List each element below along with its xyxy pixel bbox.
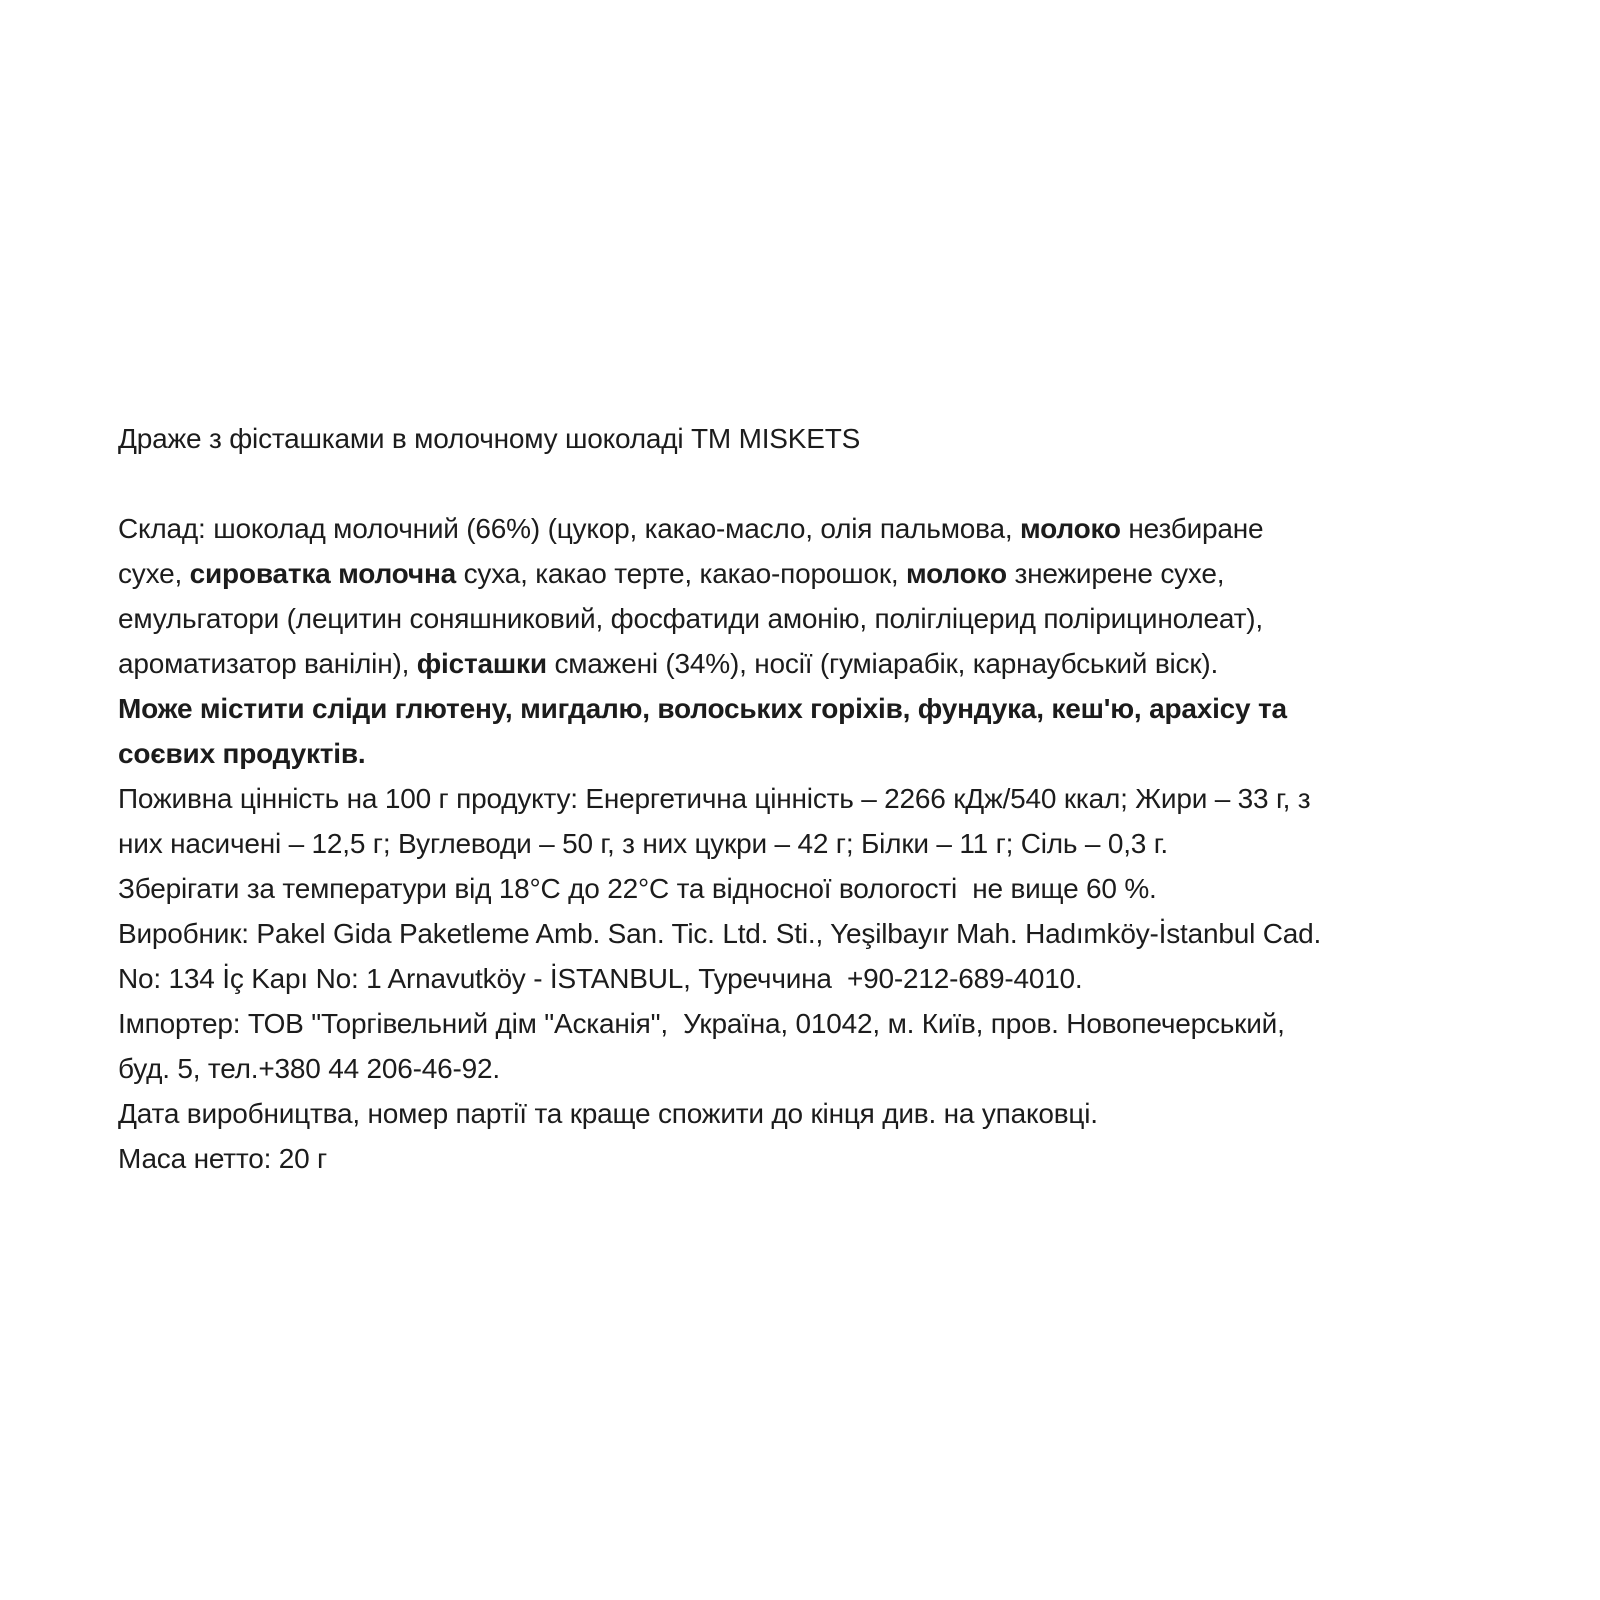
text-segment: ароматизатор ванілін),	[118, 648, 417, 679]
allergen-warning-line-1	[118, 686, 1498, 731]
ingredients-line-1	[118, 506, 1498, 551]
spacer	[118, 461, 1498, 506]
ingredients-line-2	[118, 551, 1498, 596]
ingredients-line-4	[118, 641, 1498, 686]
nutrition-line-1	[118, 776, 1498, 821]
manufacturer-line-2	[118, 956, 1498, 1001]
text-segment: них насичені – 12,5 г; Вуглеводи – 50 г, з них цукри – 42 г; Білки – 11 г; Сіль – 0,3 г.	[118, 828, 1168, 859]
text-segment: Поживна цінність на 100 г продукту: Енергетична цінність – 2266 кДж/540 ккал; Жири – 33 г, з	[118, 783, 1311, 814]
text-segment: молоко	[906, 558, 1007, 589]
text-block	[118, 416, 1498, 1181]
text-segment: Склад: шоколад молочний (66%) (цукор, какао-масло, олія пальмова,	[118, 513, 1021, 544]
text-segment: буд. 5, тел.+380 44 206-46-92.	[118, 1053, 500, 1084]
importer-line-2	[118, 1046, 1498, 1091]
allergen-warning-line-2	[118, 731, 1498, 776]
text-segment: Виробник: Pakel Gida Paketleme Amb. San. Tic. Ltd. Sti., Yeşilbayır Mah. Hadımköy-İstanbul Cad.	[118, 918, 1322, 949]
text-segment: знежирене сухе,	[1006, 558, 1225, 589]
text-segment: соєвих продуктів.	[118, 738, 366, 769]
ingredients-line-3	[118, 596, 1498, 641]
text-segment: Зберігати за температури від 18°C до 22°C та відносної вологості не вище 60 %.	[118, 873, 1157, 904]
text-segment: суха, какао терте, какао-порошок,	[456, 558, 907, 589]
manufacturer-line-1	[118, 911, 1498, 956]
production-date-note	[118, 1091, 1498, 1136]
nutrition-line-2	[118, 821, 1498, 866]
text-segment: фісташки	[416, 648, 547, 679]
text-segment: смажені (34%), носії (гуміарабік, карнаубський віск).	[546, 648, 1219, 679]
text-segment: сухе,	[118, 558, 190, 589]
text-segment: Імпортер: ТОВ "Торгівельний дім "Асканія", Україна, 01042, м. Київ, пров. Новопечерський,	[118, 1008, 1285, 1039]
importer-line-1	[118, 1001, 1498, 1046]
text-segment: незбиране	[1120, 513, 1264, 544]
text-segment: емульгатори (лецитин соняшниковий, фосфатиди амонію, полігліцерид полірицинолеат),	[118, 603, 1263, 634]
product-title	[118, 416, 1498, 461]
text-segment: Драже з фісташками в молочному шоколаді ТМ MISKETS	[118, 423, 861, 454]
text-segment: Може містити сліди глютену, мигдалю, волоських горіхів, фундука, кеш'ю, арахісу та	[118, 693, 1287, 724]
net-weight	[118, 1136, 1498, 1181]
text-segment: сироватка молочна	[189, 558, 457, 589]
text-segment: Дата виробництва, номер партії та краще спожити до кінця див. на упаковці.	[118, 1098, 1098, 1129]
text-segment: молоко	[1020, 513, 1121, 544]
storage-conditions	[118, 866, 1498, 911]
text-segment: No: 134 İç Kapı No: 1 Arnavutköy - İSTANBUL, Туреччина +90-212-689-4010.	[118, 963, 1083, 994]
text-segment: Маса нетто: 20 г	[118, 1143, 328, 1174]
